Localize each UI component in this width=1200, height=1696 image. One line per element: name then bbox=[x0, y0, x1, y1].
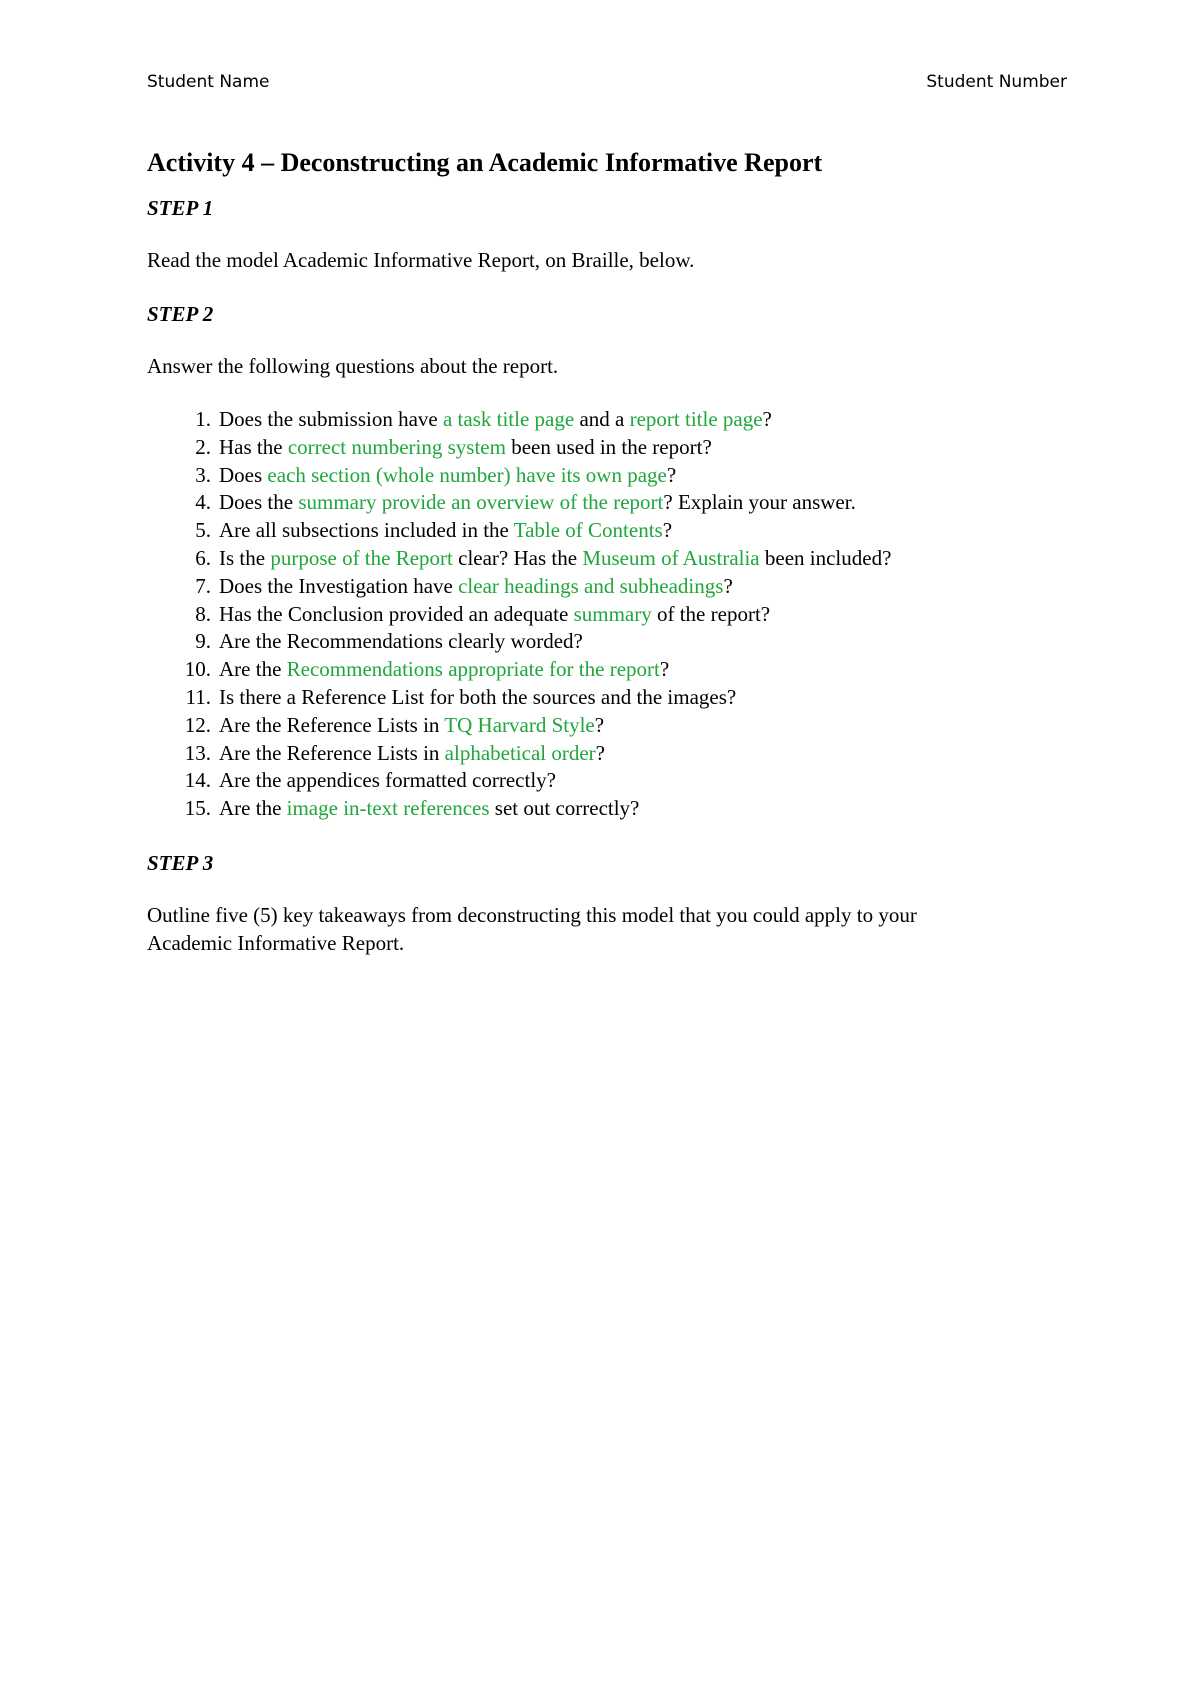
highlighted-phrase: clear headings and subheadings bbox=[458, 573, 724, 598]
question-text: ? bbox=[595, 740, 605, 765]
question-number: 1. bbox=[195, 407, 211, 431]
highlighted-phrase: correct numbering system bbox=[287, 434, 506, 459]
question-item bbox=[147, 406, 1067, 434]
step-3-instruction bbox=[147, 901, 1067, 957]
question-text: Is there a Reference List for both the sources and the images? bbox=[219, 684, 737, 709]
question-text: ? bbox=[762, 407, 772, 431]
question-text: Does the bbox=[219, 490, 299, 515]
student-number-label: Student Number bbox=[926, 72, 1067, 92]
question-number: 7. bbox=[195, 573, 211, 598]
question-text: Are the Recommendations clearly worded? bbox=[219, 629, 583, 654]
question-list bbox=[147, 406, 1067, 823]
highlighted-phrase: each section (whole number) have its own page bbox=[267, 462, 667, 487]
student-name-label: Student Name bbox=[147, 72, 270, 92]
question-text: been included? bbox=[759, 545, 892, 570]
question-text: Is the bbox=[219, 545, 271, 570]
question-item bbox=[147, 489, 1067, 517]
question-text: ? bbox=[659, 657, 670, 682]
question-number: 10. bbox=[184, 657, 211, 682]
question-text: Are all subsections included in the bbox=[219, 518, 514, 543]
highlighted-phrase: purpose of the Report bbox=[270, 545, 453, 570]
question-item bbox=[147, 767, 1067, 795]
question-item bbox=[147, 517, 1067, 545]
highlighted-phrase: report title page bbox=[629, 407, 763, 431]
question-text: Does bbox=[219, 462, 268, 487]
question-number: 8. bbox=[195, 601, 211, 626]
question-text: ? bbox=[662, 518, 673, 543]
question-item bbox=[147, 601, 1067, 629]
question-text: Does the submission have bbox=[219, 407, 443, 431]
question-text: and a bbox=[574, 407, 630, 431]
question-number: 9. bbox=[195, 629, 211, 654]
question-item bbox=[147, 628, 1067, 656]
question-text: ? Explain your answer. bbox=[663, 490, 856, 515]
question-number: 14. bbox=[184, 768, 211, 793]
question-text: Are the Reference Lists in bbox=[219, 740, 445, 765]
highlighted-phrase: a task title page bbox=[442, 407, 575, 431]
question-text: Has the Conclusion provided an adequate bbox=[219, 601, 574, 626]
step-1-heading: STEP 1 bbox=[147, 196, 214, 220]
highlighted-phrase: Museum of Australia bbox=[582, 545, 760, 570]
step-1-instruction: Read the model Academic Informative Report, on Braille, below. bbox=[147, 248, 695, 272]
highlighted-phrase: summary provide an overview of the report bbox=[298, 490, 664, 515]
question-item bbox=[147, 795, 1067, 823]
question-text: Does the Investigation have bbox=[219, 573, 459, 598]
question-text: clear? Has the bbox=[452, 545, 583, 570]
activity-title: Activity 4 – Deconstructing an Academic Informative Report bbox=[147, 148, 823, 177]
highlighted-phrase: alphabetical order bbox=[444, 740, 596, 765]
question-text: been used in the report? bbox=[505, 434, 712, 459]
question-item bbox=[147, 545, 1067, 573]
question-text: ? bbox=[594, 712, 605, 737]
question-item bbox=[147, 434, 1067, 462]
highlighted-phrase: TQ Harvard Style bbox=[444, 712, 595, 737]
step-3-heading: STEP 3 bbox=[147, 850, 214, 875]
step-2-heading: STEP 2 bbox=[147, 302, 214, 326]
question-text: ? bbox=[723, 573, 733, 598]
question-text: ? bbox=[666, 462, 677, 487]
question-text: Are the Reference Lists in bbox=[219, 712, 445, 737]
question-number: 6. bbox=[195, 545, 211, 570]
question-item bbox=[147, 656, 1067, 684]
highlighted-phrase: image in-text references bbox=[286, 796, 490, 821]
question-item bbox=[147, 684, 1067, 712]
highlighted-phrase: summary bbox=[573, 601, 652, 626]
question-item bbox=[147, 573, 1067, 601]
question-number: 4. bbox=[195, 490, 211, 515]
question-number: 3. bbox=[195, 462, 211, 487]
question-text: set out correctly? bbox=[489, 796, 640, 821]
question-number: 15. bbox=[184, 796, 211, 821]
step-3-line-2: Academic Informative Report. bbox=[147, 930, 405, 955]
document-body bbox=[147, 146, 1067, 983]
question-item bbox=[147, 462, 1067, 490]
step-3-line-1: Outline five (5) key takeaways from deconstructing this model that you could apply to your bbox=[147, 902, 917, 927]
question-number: 12. bbox=[184, 712, 211, 737]
highlighted-phrase: Recommendations appropriate for the report bbox=[286, 657, 660, 682]
question-text: Are the appendices formatted correctly? bbox=[219, 768, 556, 793]
question-number: 13. bbox=[184, 740, 211, 765]
step-2-instruction: Answer the following questions about the report. bbox=[147, 354, 559, 378]
question-text: Has the bbox=[219, 434, 288, 459]
highlighted-phrase: Table of Contents bbox=[513, 518, 663, 543]
question-text: Are the bbox=[219, 796, 287, 821]
question-text: of the report? bbox=[651, 601, 771, 626]
question-item bbox=[147, 740, 1067, 768]
question-number: 11. bbox=[185, 684, 211, 709]
question-text: Are the bbox=[219, 657, 287, 682]
question-number: 2. bbox=[195, 434, 211, 459]
question-item bbox=[147, 712, 1067, 740]
question-number: 5. bbox=[195, 518, 211, 543]
